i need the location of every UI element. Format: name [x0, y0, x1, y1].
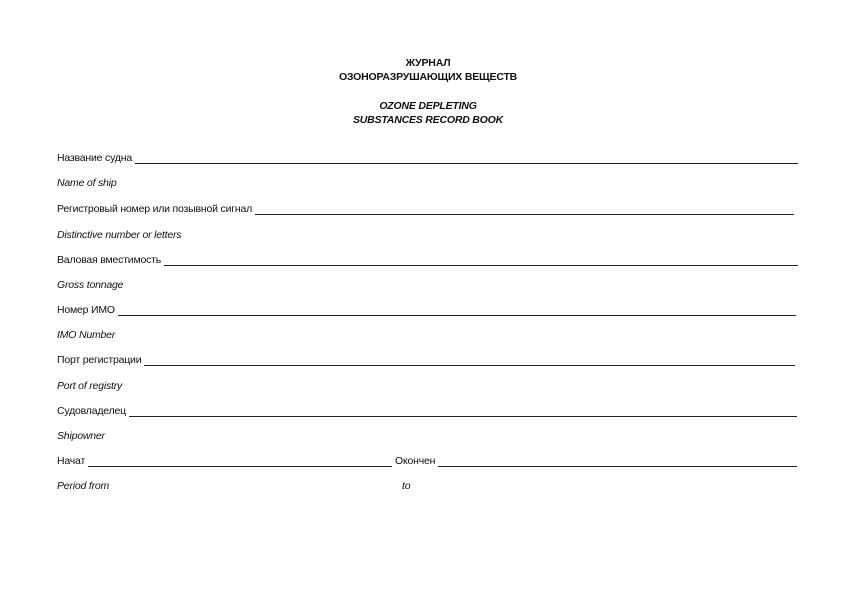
- tonnage-row: [57, 252, 798, 266]
- port-en-label: Port of registry: [57, 380, 123, 392]
- ship-name-label: Название судна: [57, 152, 132, 164]
- period-start-label: Начат: [57, 455, 86, 467]
- distinctive-en-row: [57, 227, 181, 241]
- title-ru-line-1: ЖУРНАЛ: [405, 57, 451, 69]
- tonnage-label: Валовая вместимость: [57, 254, 162, 266]
- imo-row: [57, 302, 796, 316]
- distinctive-field[interactable]: [255, 202, 794, 215]
- owner-en-label: Shipowner: [57, 430, 105, 442]
- ship-name-field[interactable]: [135, 151, 798, 164]
- port-label: Порт регистрации: [57, 354, 142, 366]
- distinctive-row: [57, 201, 794, 215]
- port-row: [57, 352, 795, 366]
- tonnage-en-row: [57, 277, 123, 291]
- port-en-row: [57, 378, 122, 392]
- imo-label: Номер ИМО: [57, 304, 115, 316]
- period-from-en-row: [57, 478, 109, 492]
- owner-field[interactable]: [129, 404, 797, 417]
- title-en-line-1: OZONE DEPLETING: [379, 100, 477, 112]
- tonnage-field[interactable]: [164, 253, 798, 266]
- title-english: [0, 99, 842, 127]
- ship-name-en-label: Name of ship: [57, 177, 117, 189]
- imo-en-label: IMO Number: [57, 329, 116, 341]
- owner-row: [57, 403, 797, 417]
- imo-en-row: [57, 327, 115, 341]
- title-en-line-2: SUBSTANCES RECORD BOOK: [353, 114, 503, 126]
- title-ru-line-2: ОЗОНОРАЗРУШАЮЩИХ ВЕЩЕСТВ: [338, 71, 518, 83]
- imo-field[interactable]: [118, 303, 796, 316]
- owner-label: Судовладелец: [57, 405, 126, 417]
- period-to-en-label: to: [402, 480, 411, 492]
- title-russian: [0, 56, 842, 84]
- ship-name-en-row: [57, 175, 116, 189]
- tonnage-en-label: Gross tonnage: [57, 279, 124, 291]
- owner-en-row: [57, 428, 105, 442]
- period-start-row: [57, 453, 392, 467]
- period-from-en-label: Period from: [57, 480, 110, 492]
- period-end-field[interactable]: [438, 454, 797, 467]
- distinctive-label: Регистровый номер или позывной сигнал: [57, 203, 253, 215]
- distinctive-en-label: Distinctive number or letters: [57, 229, 182, 241]
- ship-name-row: [57, 150, 798, 164]
- port-field[interactable]: [144, 353, 795, 366]
- period-end-label: Окончен: [395, 455, 436, 467]
- period-end-row: [395, 453, 797, 467]
- period-to-en-row: [402, 478, 410, 492]
- period-start-field[interactable]: [88, 454, 392, 467]
